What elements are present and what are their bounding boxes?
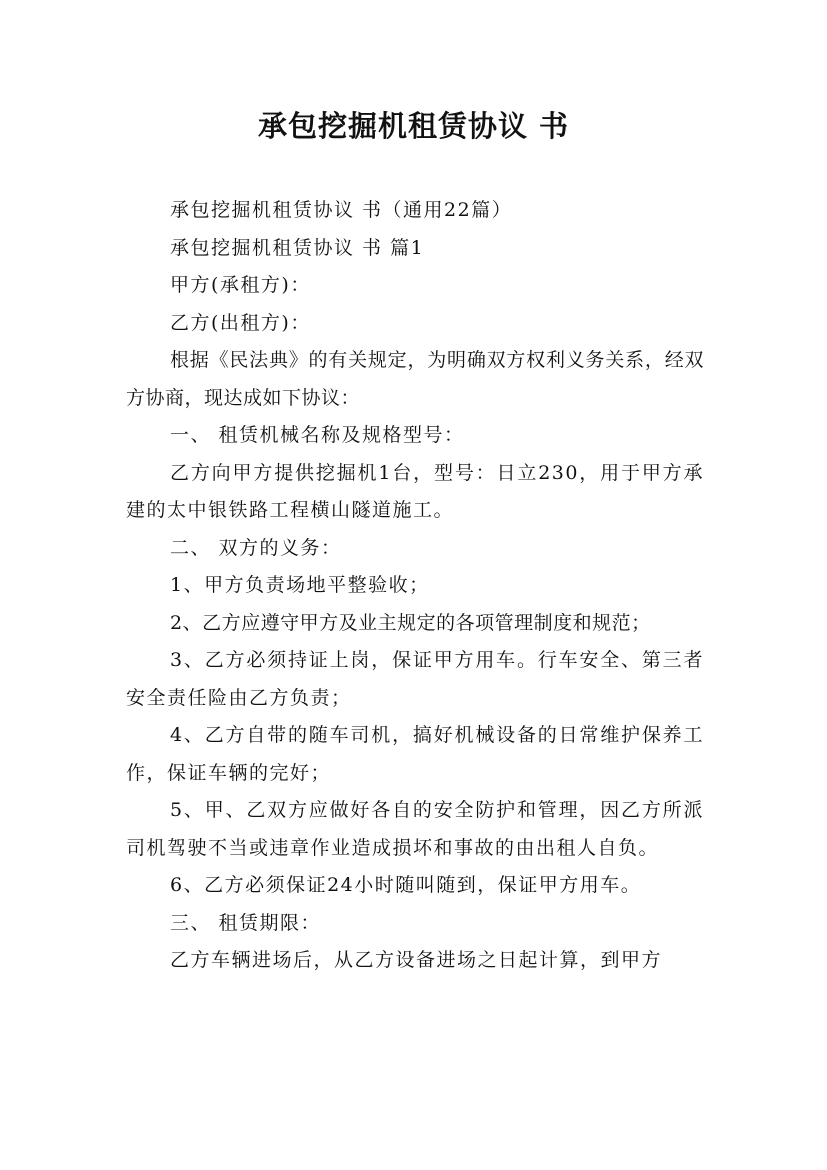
paragraph-subtitle: 承包挖掘机租赁协议 书（通用22篇）: [170, 199, 513, 221]
paragraph-clause-6: 6、乙方必须保证24小时随叫随到，保证甲方用车。: [170, 874, 642, 896]
paragraph-party-a: 甲方(承租方)：: [170, 274, 311, 296]
paragraph-clause-3: 3、乙方必须持证上岗，保证甲方用车。行车安全、第三者安全责任险由乙方负责；: [126, 649, 704, 709]
paragraph-clause-5: 5、甲、乙双方应做好各自的安全防护和管理，因乙方所派司机驾驶不当或违章作业造成损坏和事故的由出租人自负。: [126, 799, 704, 859]
paragraph-party-b: 乙方(出租方)：: [170, 311, 311, 334]
document-title: 承包挖掘机租赁协议 书: [257, 109, 570, 143]
paragraph-section-2-heading: 二、 双方的义务：: [170, 536, 342, 559]
paragraph-clause-2: 2、乙方应遵守甲方及业主规定的各项管理制度和规范；: [170, 611, 651, 634]
paragraph-clause-1: 1、甲方负责场地平整验收；: [170, 574, 430, 596]
paragraph-section-1-body: 乙方向甲方提供挖掘机1台，型号：日立230，用于甲方承建的太中银铁路工程横山隧道施工。: [126, 461, 704, 521]
paragraph-section-1-heading: 一、 租赁机械名称及规格型号：: [170, 424, 465, 446]
document-body: [126, 192, 704, 980]
paragraph-clause-4: 4、乙方自带的随车司机，搞好机械设备的日常维护保养工作，保证车辆的完好；: [126, 724, 704, 784]
paragraph-part-heading: 承包挖掘机租赁协议 书 篇1: [170, 236, 425, 259]
paragraph-section-3-heading: 三、 租赁期限：: [170, 911, 322, 934]
paragraph-section-3-body: 乙方车辆进场后，从乙方设备进场之日起计算，到甲方: [170, 949, 663, 971]
paragraph-preamble: 根据《民法典》的有关规定，为明确双方权利义务关系，经双方协商，现达成如下协议：: [126, 349, 704, 409]
